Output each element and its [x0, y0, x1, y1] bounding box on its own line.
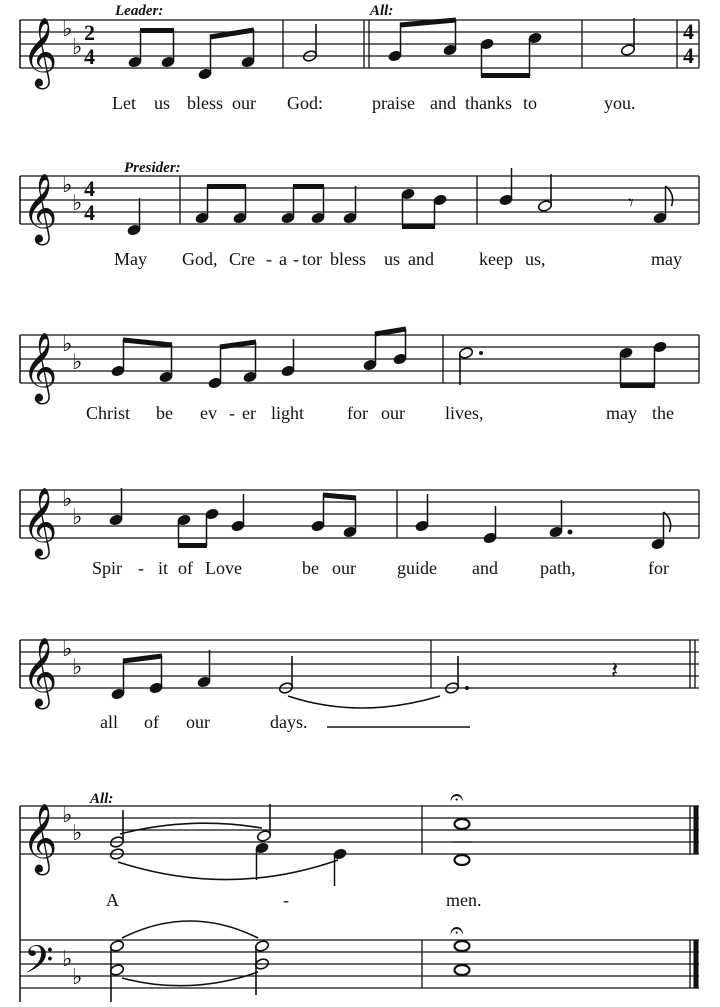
- svg-text:path,: path,: [540, 558, 576, 578]
- lyrics-line: [92, 558, 669, 578]
- svg-text:♭: ♭: [72, 191, 83, 216]
- svg-text:bless: bless: [330, 249, 366, 269]
- svg-text:er: er: [242, 403, 256, 423]
- system-4: [0, 470, 720, 585]
- svg-text:♭: ♭: [62, 803, 73, 828]
- svg-text:Christ: Christ: [86, 403, 131, 423]
- svg-text:days.: days.: [270, 712, 308, 732]
- tie-icon: [288, 696, 440, 708]
- lyrics-line: [100, 712, 308, 732]
- lyrics-line: [86, 403, 674, 423]
- svg-text:-: -: [293, 249, 299, 269]
- svg-text:Let: Let: [112, 93, 136, 113]
- svg-text:all: all: [100, 712, 118, 732]
- treble-clef-icon: 𝄞: [22, 173, 58, 243]
- lyrics-line: [106, 890, 482, 910]
- svg-text:A: A: [106, 890, 119, 910]
- bass-clef-icon: 𝄢: [24, 937, 54, 991]
- key-signature-flats: ♭: [62, 17, 73, 42]
- svg-text:bless: bless: [187, 93, 223, 113]
- svg-text:God,: God,: [182, 249, 218, 269]
- svg-text:be: be: [156, 403, 173, 423]
- svg-text:Love: Love: [205, 558, 242, 578]
- svg-text:us: us: [384, 249, 401, 269]
- svg-text:lives,: lives,: [445, 403, 484, 423]
- svg-text:-: -: [283, 890, 289, 910]
- svg-text:men.: men.: [446, 890, 482, 910]
- svg-text:guide: guide: [397, 558, 437, 578]
- svg-text:♭: ♭: [62, 947, 73, 972]
- svg-text:our: our: [186, 712, 210, 732]
- staff-lines: [20, 20, 699, 68]
- role-label-all-amen: All:: [90, 791, 114, 807]
- svg-text:may: may: [651, 249, 682, 269]
- quarter-rest-icon: 𝄽: [611, 656, 619, 684]
- svg-text:a: a: [279, 249, 287, 269]
- treble-clef-icon: 𝄞: [22, 487, 58, 557]
- svg-text:♭: ♭: [72, 35, 83, 60]
- system-3: [0, 315, 720, 430]
- svg-text:may: may: [606, 403, 637, 423]
- svg-text:44: 4 4: [683, 19, 694, 68]
- notes-measure: [128, 28, 255, 80]
- role-label-presider: Presider:: [124, 160, 181, 176]
- svg-text:♭: ♭: [72, 655, 83, 680]
- svg-text:-: -: [266, 249, 272, 269]
- svg-text:it: it: [158, 558, 169, 578]
- treble-clef-icon: 𝄞: [22, 17, 58, 87]
- time-signature: 2 4: [84, 20, 95, 69]
- system-2: [0, 160, 720, 280]
- svg-text:light: light: [271, 403, 305, 423]
- svg-text:and: and: [408, 249, 434, 269]
- svg-text:Cre: Cre: [229, 249, 255, 269]
- svg-text:thanks: thanks: [465, 93, 512, 113]
- svg-text:of: of: [178, 558, 193, 578]
- svg-text:♭: ♭: [72, 965, 83, 990]
- svg-text:you.: you.: [604, 93, 636, 113]
- svg-text:♭: ♭: [72, 821, 83, 846]
- system-6-amen: [0, 780, 720, 1005]
- svg-text:♭: ♭: [62, 173, 73, 198]
- svg-text:us: us: [154, 93, 171, 113]
- svg-text:♭: ♭: [62, 332, 73, 357]
- fermata-icon: 𝄐: [450, 783, 464, 811]
- svg-text:praise: praise: [372, 93, 415, 113]
- svg-text:for: for: [648, 558, 669, 578]
- svg-text:us,: us,: [525, 249, 546, 269]
- svg-text:May: May: [114, 249, 147, 269]
- time-signature: 4 4: [84, 176, 95, 225]
- svg-text:♭: ♭: [62, 487, 73, 512]
- system-5: [0, 620, 720, 745]
- role-label-leader: Leader:: [115, 3, 164, 19]
- svg-text:our: our: [232, 93, 256, 113]
- treble-clef-icon: 𝄞: [22, 332, 58, 402]
- svg-text:Spir: Spir: [92, 558, 123, 578]
- svg-text:♭: ♭: [72, 350, 83, 375]
- svg-text:our: our: [381, 403, 405, 423]
- svg-text:our: our: [332, 558, 356, 578]
- svg-text:-: -: [229, 403, 235, 423]
- svg-text:the: the: [652, 403, 674, 423]
- svg-text:and: and: [472, 558, 498, 578]
- svg-text:God:: God:: [287, 93, 323, 113]
- svg-text:♭: ♭: [62, 637, 73, 662]
- lyrics-line: [112, 93, 636, 113]
- role-label-all: All:: [370, 3, 394, 19]
- system-1: [0, 0, 720, 130]
- svg-text:ev: ev: [200, 403, 217, 423]
- svg-text:tor: tor: [302, 249, 322, 269]
- svg-text:of: of: [144, 712, 159, 732]
- treble-clef-icon: 𝄞: [22, 637, 58, 707]
- eighth-rest-icon: 𝄾: [628, 191, 634, 216]
- treble-clef-icon: 𝄞: [22, 803, 58, 873]
- fermata-icon: 𝄐: [450, 916, 464, 944]
- svg-text:keep: keep: [479, 249, 513, 269]
- svg-text:and: and: [430, 93, 456, 113]
- lyrics-line: [114, 249, 682, 269]
- svg-text:♭: ♭: [72, 505, 83, 530]
- svg-text:to: to: [523, 93, 538, 113]
- svg-text:-: -: [138, 558, 144, 578]
- svg-text:for: for: [347, 403, 368, 423]
- svg-text:be: be: [302, 558, 319, 578]
